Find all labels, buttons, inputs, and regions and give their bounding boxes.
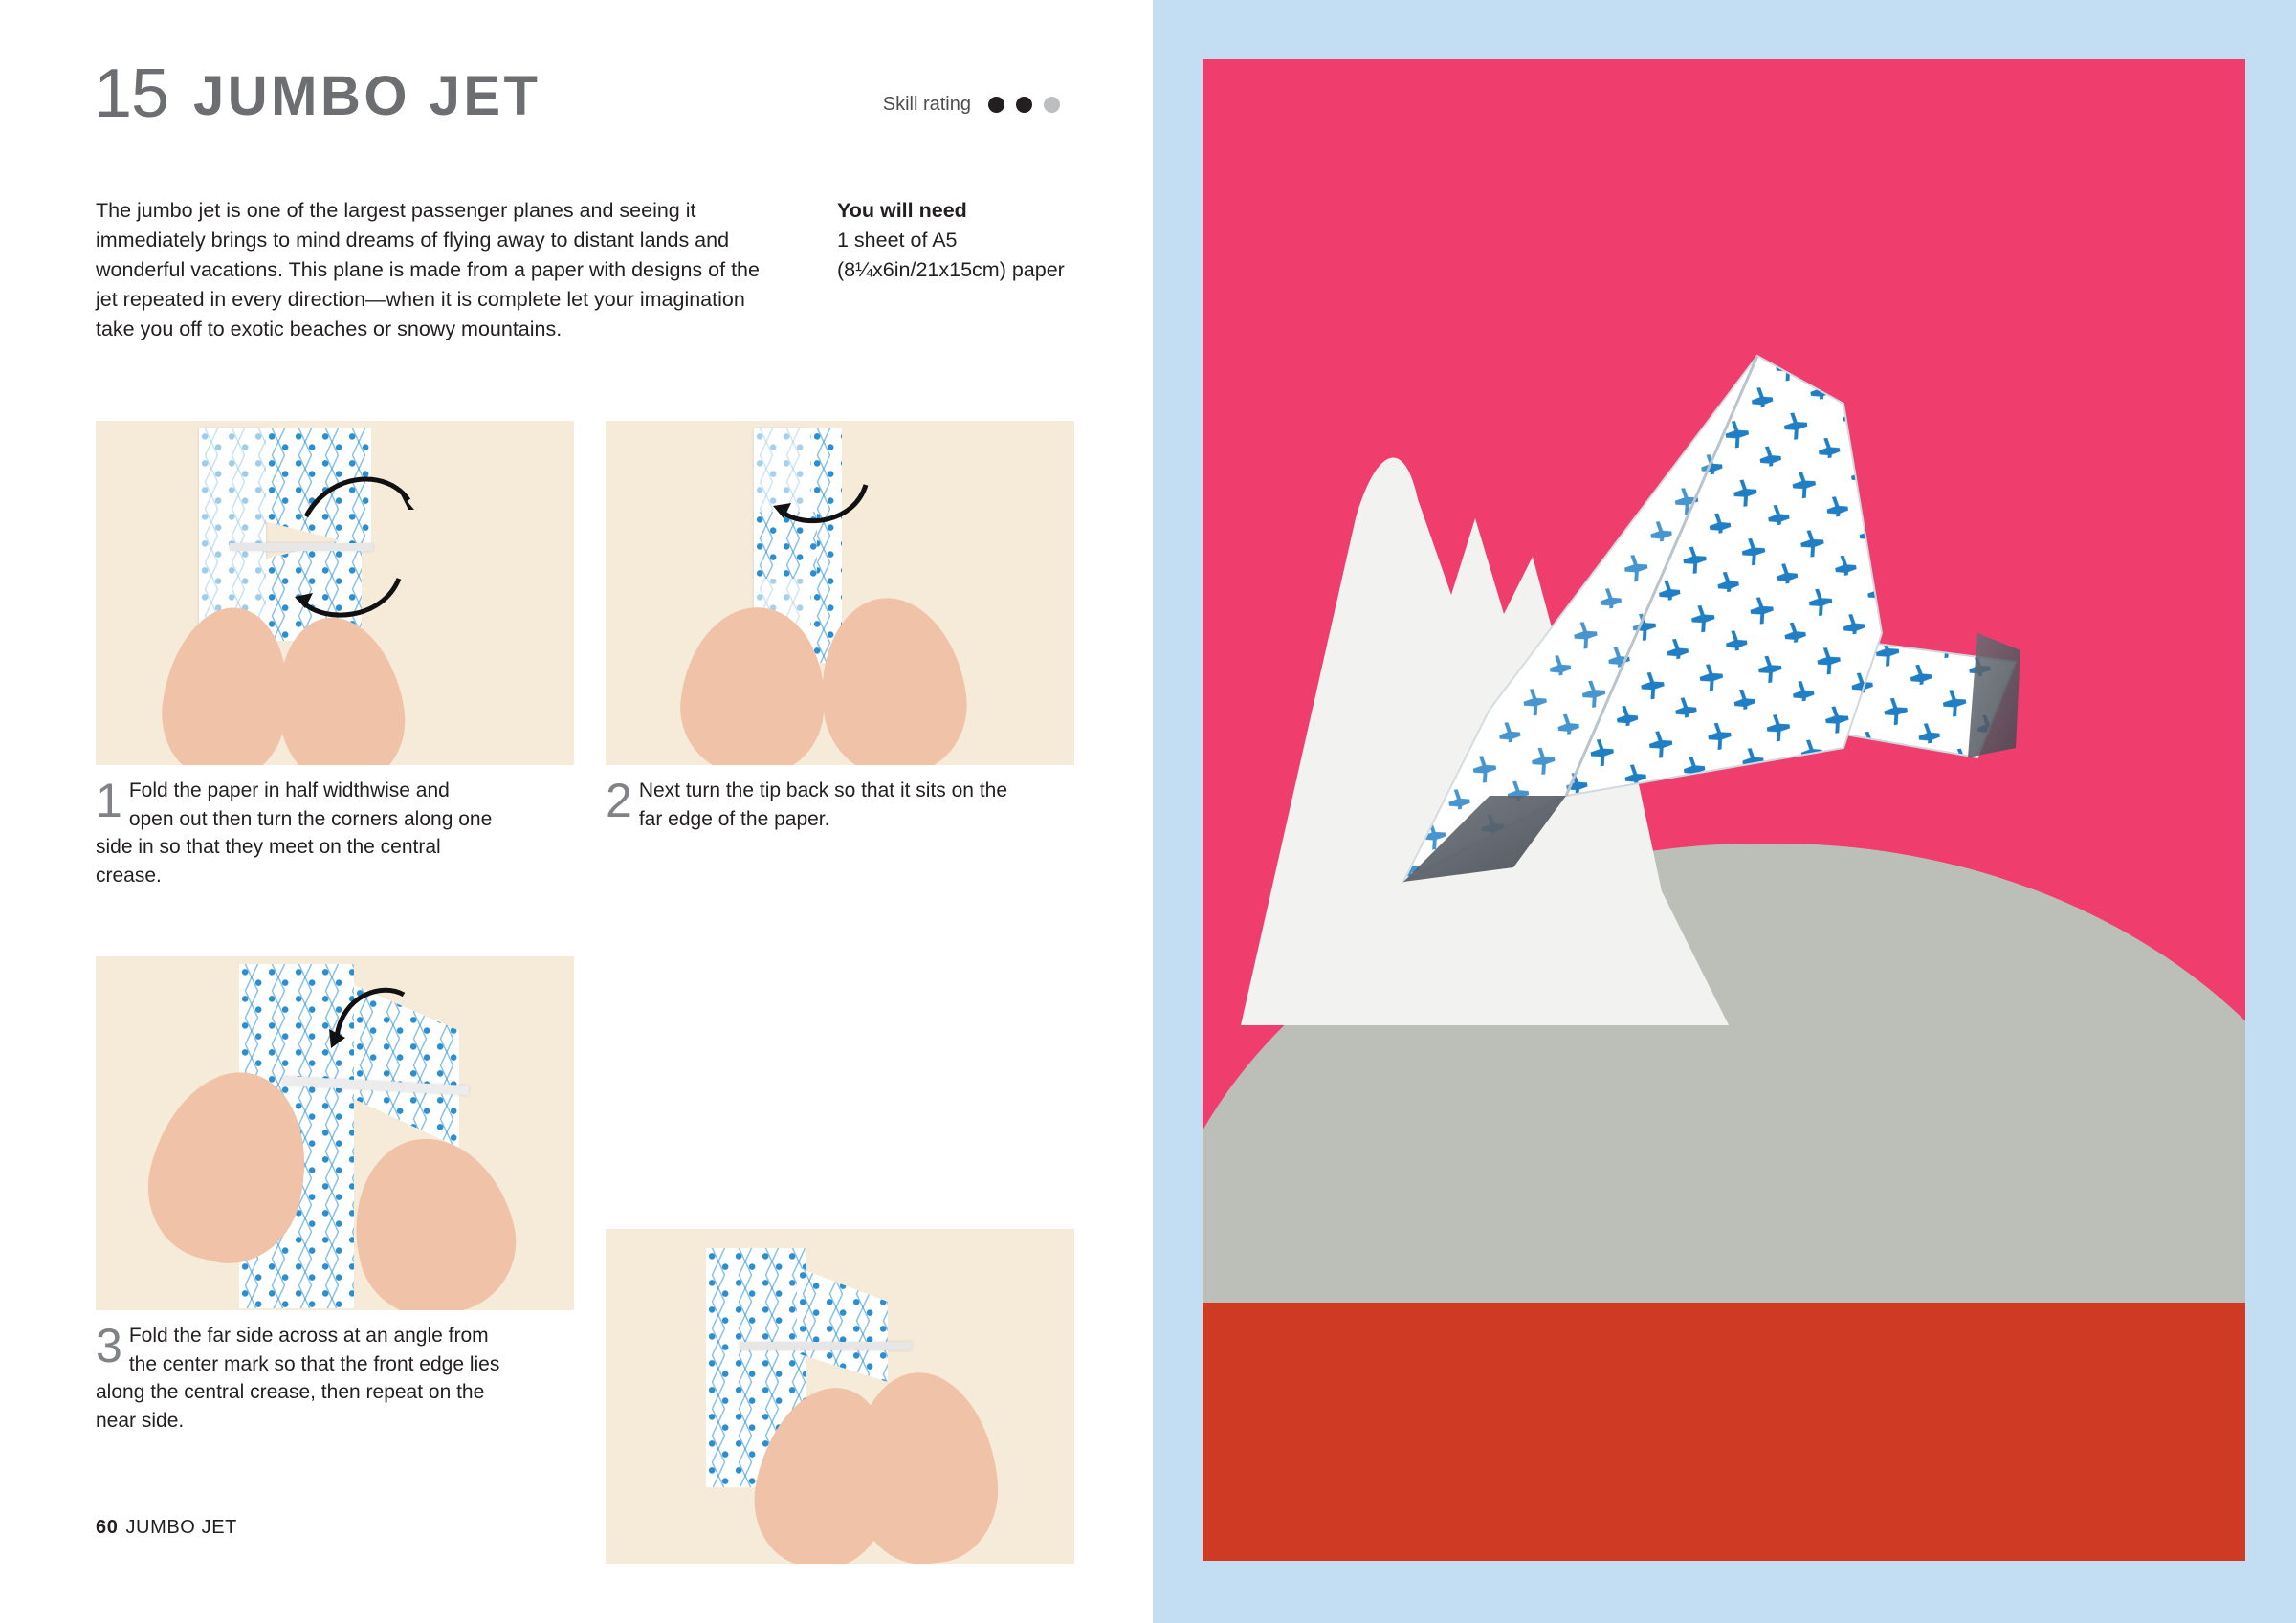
right-page	[1153, 0, 2296, 1623]
intro-paragraph: The jumbo jet is one of the largest passenger planes and seeing it immediately brings to mind dreams of flying away to distant lands and wonderful vacations. This plane is made from a paper with designs of the jet repeated in every direction—when it is complete let your imagination take you off to exotic beaches or snowy mountains.	[96, 199, 760, 340]
step-1-number: 1	[96, 774, 122, 827]
chapter-number: 15	[94, 55, 169, 132]
fold-arrow-icon	[768, 473, 873, 536]
you-will-need	[837, 196, 1115, 285]
skill-dot-filled-1	[988, 97, 1004, 113]
step-3-caption	[96, 1319, 507, 1435]
step-1-caption	[96, 774, 497, 889]
chapter-title: JUMBO JET	[193, 65, 541, 127]
hero-photo	[1203, 59, 2245, 1561]
you-will-need-line-1: 1 sheet of A5	[837, 229, 958, 252]
step-1-photo	[96, 421, 574, 765]
you-will-need-title: You will need	[837, 199, 967, 222]
step-3-number: 3	[96, 1319, 122, 1372]
skill-dot-empty-3	[1044, 97, 1060, 113]
fold-arrow-icon	[292, 564, 407, 631]
step-1-text: Fold the paper in half widthwise and open out then turn the corners along one side in so that they meet on the central crease.	[96, 779, 493, 887]
skill-rating	[883, 94, 1060, 116]
folio-label: JUMBO JET	[125, 1517, 237, 1538]
step-2-text: Next turn the tip back so that it sits on the far edge of the paper.	[638, 779, 1008, 830]
step-3-photo	[96, 956, 574, 1310]
step-2-caption	[606, 774, 1008, 833]
paper-plane-illustration	[1346, 346, 2159, 1016]
step-2-number: 2	[606, 774, 632, 827]
skill-rating-label: Skill rating	[882, 94, 971, 115]
hero-ground	[1203, 1303, 2245, 1561]
you-will-need-line-2: (8¼x6in/21x15cm) paper	[837, 258, 1065, 281]
step-3-result-photo	[606, 1229, 1074, 1564]
step-2-photo	[606, 421, 1074, 765]
step-3-text: Fold the far side across at an angle from the center mark so that the front edge lies along the central crease, then repeat on the near side.	[96, 1325, 500, 1432]
folio-number: 60	[96, 1517, 119, 1538]
page-title	[94, 55, 1060, 143]
fold-arrow-icon	[316, 977, 411, 1064]
skill-dot-filled-2	[1016, 97, 1032, 113]
fold-arrow-icon	[301, 464, 416, 531]
folio	[96, 1517, 237, 1539]
